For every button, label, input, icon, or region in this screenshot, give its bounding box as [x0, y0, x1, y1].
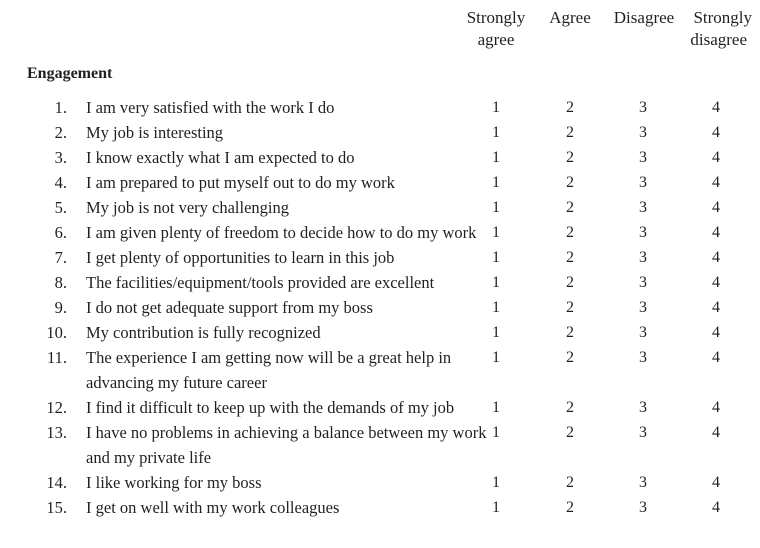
item-number: 4. [54, 173, 67, 192]
score-option: 3 [639, 424, 647, 441]
score-option: 1 [492, 349, 500, 366]
score-option: 4 [712, 474, 720, 491]
item-number: 14. [46, 473, 67, 492]
score-option: 4 [712, 274, 720, 291]
list-item [0, 195, 760, 220]
score-option: 4 [712, 199, 720, 216]
score-option: 1 [492, 299, 500, 316]
item-statement: I do not get adequate support from my boss [86, 298, 373, 317]
score-option: 2 [566, 274, 574, 291]
list-item [0, 470, 760, 495]
item-number: 15. [46, 498, 67, 517]
score-option: 4 [712, 399, 720, 416]
score-option: 3 [639, 124, 647, 141]
section-title: Engagement [27, 65, 113, 82]
score-option: 4 [712, 224, 720, 241]
item-statement: I get on well with my work colleagues [86, 498, 340, 517]
score-option: 2 [566, 224, 574, 241]
list-item [0, 120, 760, 145]
score-option: 1 [492, 474, 500, 491]
score-option: 1 [492, 424, 500, 441]
list-item [0, 220, 760, 245]
score-option: 3 [639, 249, 647, 266]
score-option: 3 [639, 274, 647, 291]
score-option: 1 [492, 499, 500, 516]
column-header-strongly-disagree [682, 7, 752, 51]
item-number: 10. [46, 323, 67, 342]
list-item [0, 170, 760, 195]
score-option: 1 [492, 99, 500, 116]
list-item [0, 320, 760, 345]
list-item [0, 95, 760, 120]
score-option: 3 [639, 149, 647, 166]
score-option: 2 [566, 174, 574, 191]
score-option: 2 [566, 349, 574, 366]
score-option: 1 [492, 149, 500, 166]
score-option: 3 [639, 399, 647, 416]
score-option: 4 [712, 124, 720, 141]
score-option: 1 [492, 249, 500, 266]
item-statement: The facilities/equipment/tools provided are excellent [86, 273, 435, 292]
score-option: 4 [712, 499, 720, 516]
list-item [0, 270, 760, 295]
column-header-agree [544, 7, 596, 29]
score-option: 3 [639, 174, 647, 191]
item-statement: I know exactly what I am expected to do [86, 148, 355, 167]
column-header-line: Strongly [466, 8, 526, 27]
item-list [0, 95, 760, 520]
item-statement: I am very satisfied with the work I do [86, 98, 335, 117]
item-statement: I am prepared to put myself out to do my work [86, 173, 395, 192]
item-number: 7. [54, 248, 67, 267]
score-option: 2 [566, 249, 574, 266]
score-option: 1 [492, 199, 500, 216]
list-item [0, 420, 760, 470]
score-option: 1 [492, 324, 500, 341]
score-option: 2 [566, 199, 574, 216]
list-item [0, 345, 760, 395]
score-option: 3 [639, 199, 647, 216]
item-number: 12. [46, 398, 67, 417]
column-header-strongly-agree [463, 7, 529, 51]
score-option: 3 [639, 499, 647, 516]
item-statement: My job is not very challenging [86, 198, 290, 217]
column-header-line: disagree [690, 30, 747, 49]
score-option: 2 [566, 299, 574, 316]
item-statement: My contribution is fully recognized [86, 323, 321, 342]
score-option: 2 [566, 399, 574, 416]
column-header-line: Agree [549, 8, 591, 27]
score-option: 1 [492, 274, 500, 291]
score-option: 1 [492, 174, 500, 191]
item-number: 2. [54, 123, 67, 142]
score-option: 4 [712, 174, 720, 191]
item-number: 8. [54, 273, 67, 292]
score-option: 4 [712, 424, 720, 441]
score-option: 2 [566, 499, 574, 516]
item-number: 13. [46, 423, 67, 442]
score-option: 2 [566, 149, 574, 166]
score-option: 3 [639, 224, 647, 241]
score-option: 2 [566, 99, 574, 116]
score-option: 4 [712, 249, 720, 266]
column-header-line: agree [477, 30, 515, 49]
column-header-line: Disagree [613, 8, 675, 27]
list-item [0, 245, 760, 270]
item-number: 6. [54, 223, 67, 242]
score-option: 1 [492, 124, 500, 141]
list-item [0, 295, 760, 320]
item-statement: I have no problems in achieving a balance between my work and my private life [86, 423, 487, 467]
item-statement: My job is interesting [86, 123, 224, 142]
item-number: 3. [54, 148, 67, 167]
list-item [0, 495, 760, 520]
item-number: 9. [54, 298, 67, 317]
item-number: 11. [46, 348, 67, 367]
score-option: 3 [639, 299, 647, 316]
score-option: 3 [639, 349, 647, 366]
item-number: 1. [54, 98, 67, 117]
score-option: 4 [712, 299, 720, 316]
score-option: 4 [712, 324, 720, 341]
score-option: 3 [639, 324, 647, 341]
score-option: 4 [712, 149, 720, 166]
score-option: 1 [492, 399, 500, 416]
list-item [0, 145, 760, 170]
score-option: 2 [566, 324, 574, 341]
item-statement: I get plenty of opportunities to learn in this job [86, 248, 395, 267]
score-option: 2 [566, 474, 574, 491]
score-option: 4 [712, 349, 720, 366]
score-option: 4 [712, 99, 720, 116]
item-statement: The experience I am getting now will be a great help in advancing my future career [86, 348, 452, 392]
column-header-disagree [609, 7, 679, 29]
item-number: 5. [54, 198, 67, 217]
score-option: 1 [492, 224, 500, 241]
score-option: 2 [566, 124, 574, 141]
column-header-line: Strongly [693, 8, 752, 27]
list-item [0, 395, 760, 420]
item-statement: I like working for my boss [86, 473, 262, 492]
score-option: 2 [566, 424, 574, 441]
item-statement: I am given plenty of freedom to decide how to do my work [86, 223, 477, 242]
score-option: 3 [639, 474, 647, 491]
score-option: 3 [639, 99, 647, 116]
item-statement: I find it difficult to keep up with the demands of my job [86, 398, 455, 417]
